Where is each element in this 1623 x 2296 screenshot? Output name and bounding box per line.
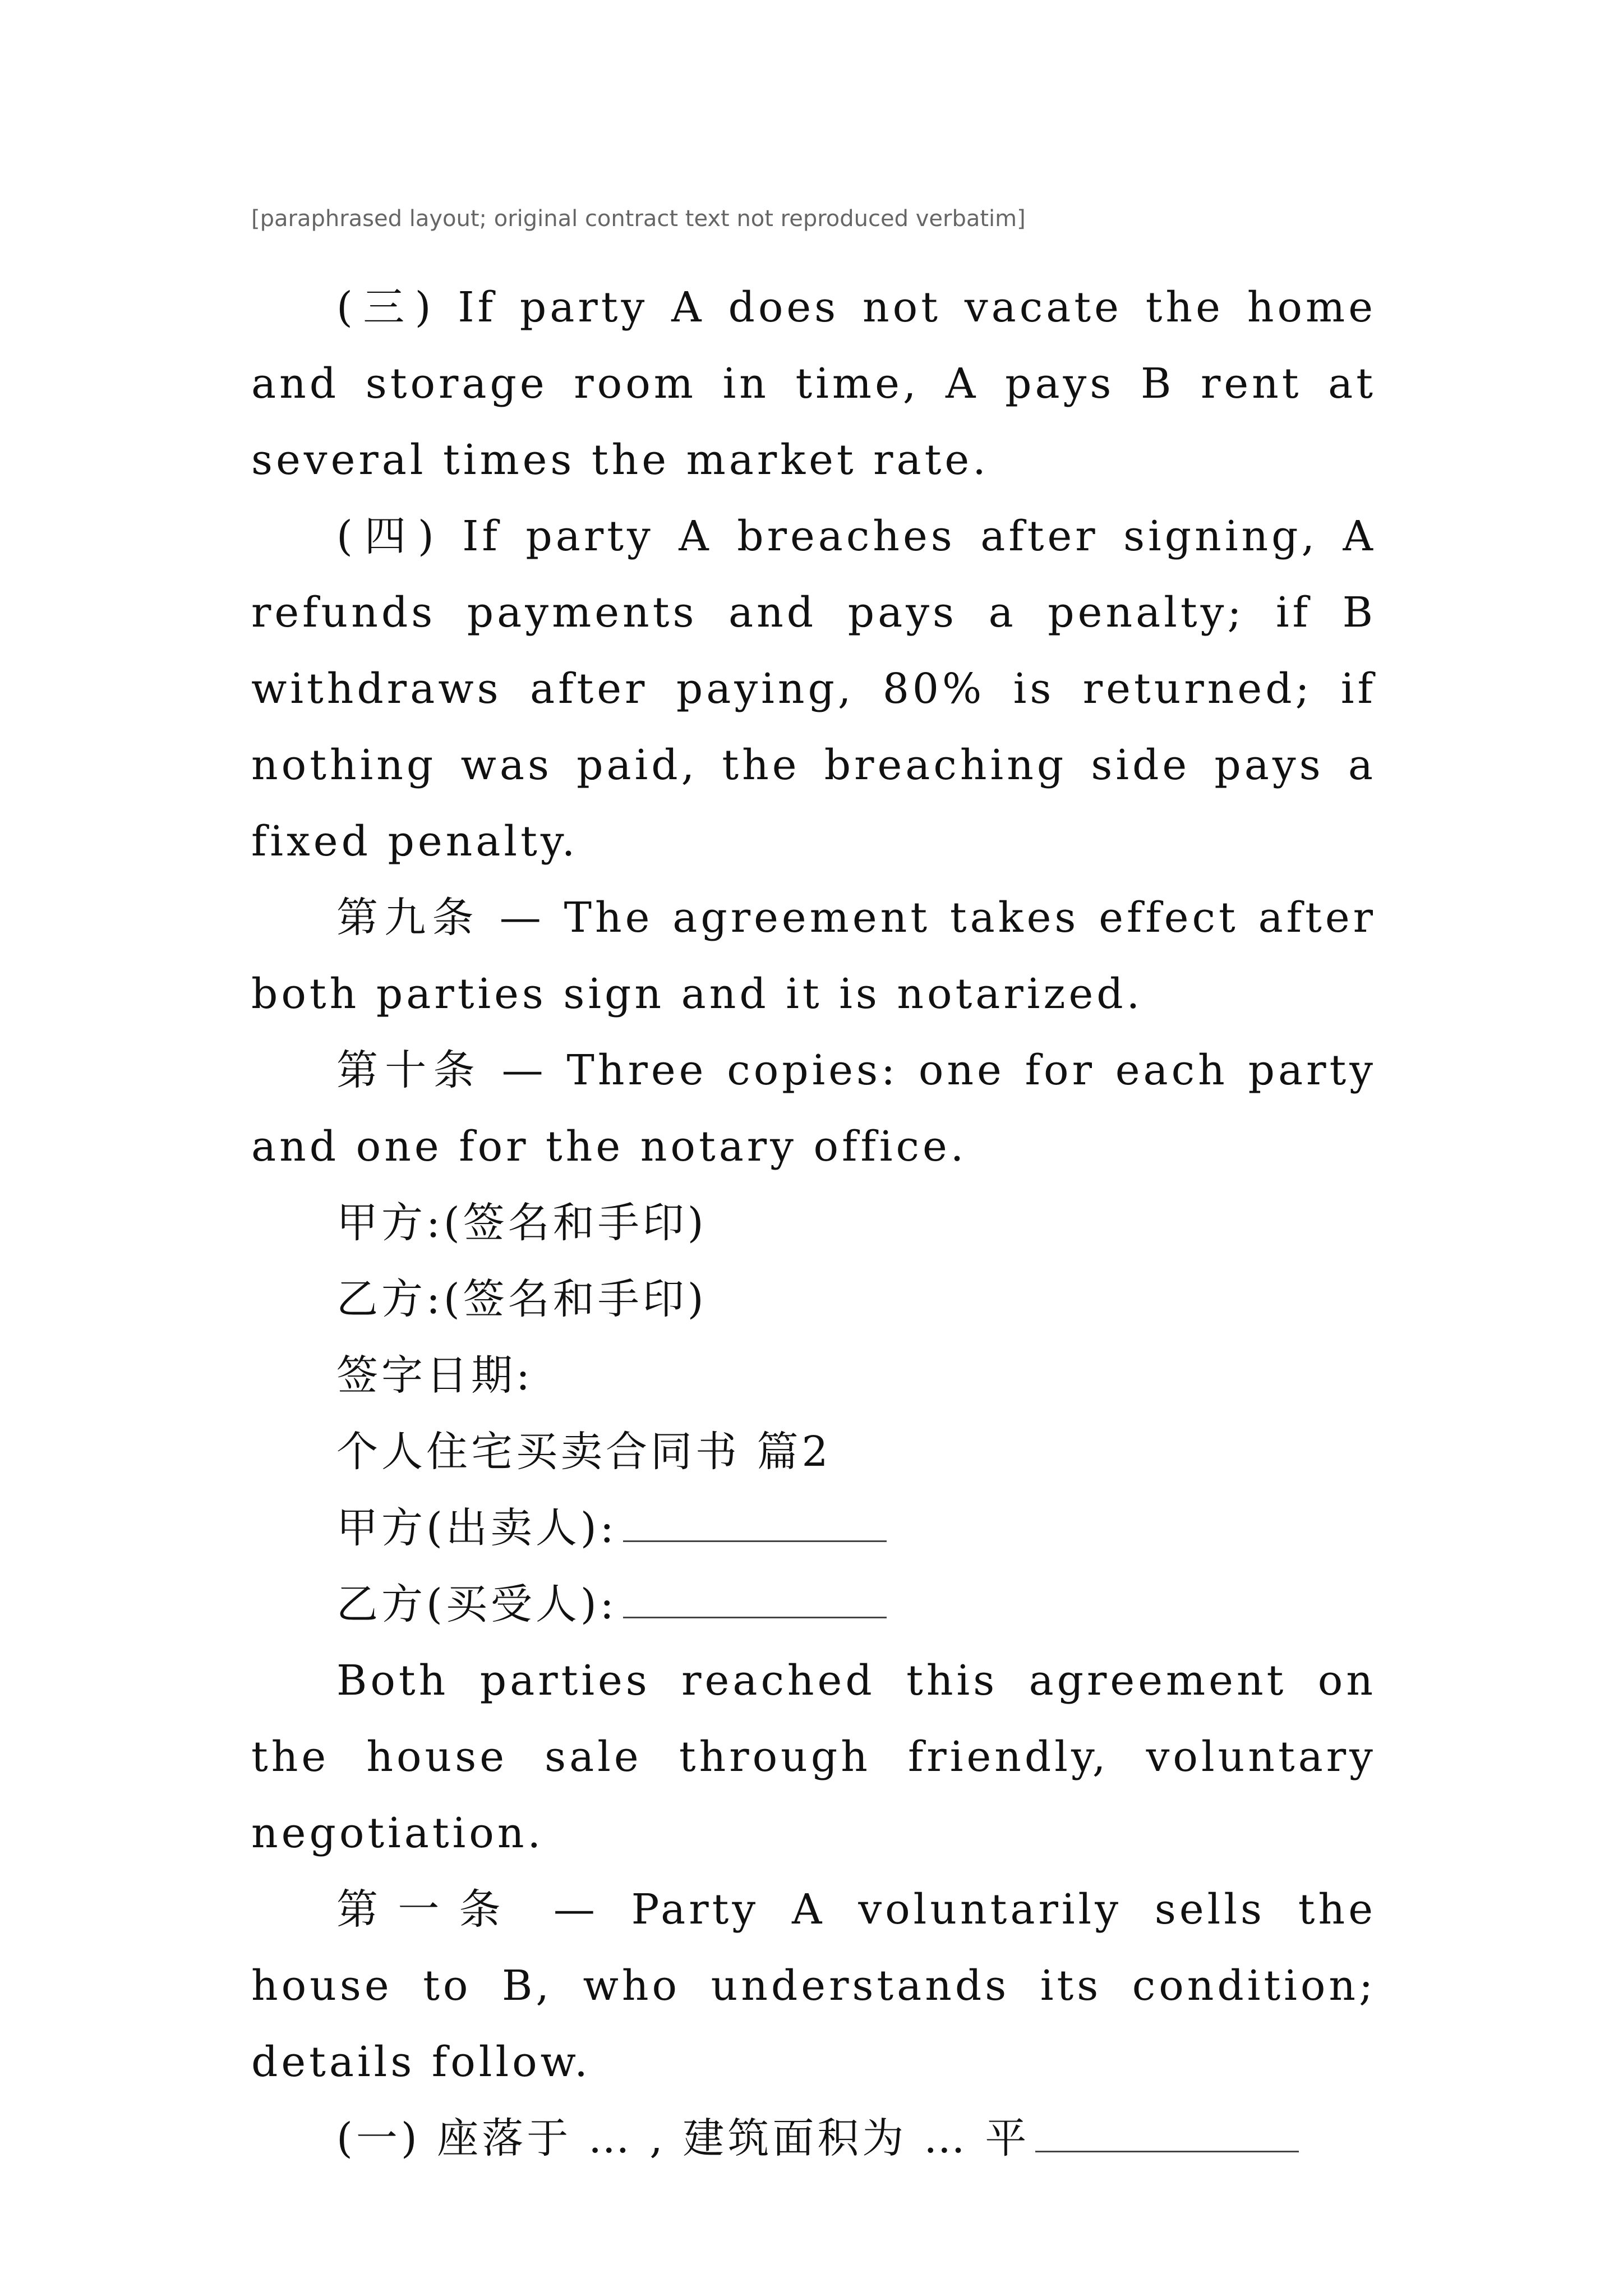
signature-label: 乙方:(签名和手印) bbox=[336, 1275, 707, 1323]
section-title: 个人住宅买卖合同书 篇2 bbox=[336, 1428, 832, 1476]
paragraph: 第一条 — Party A voluntarily sells the house to B, who understands its condition; details follow. bbox=[251, 1885, 1376, 2086]
area-blank[interactable] bbox=[1035, 2113, 1299, 2152]
date-label: 签字日期: bbox=[336, 1351, 533, 1400]
location-field bbox=[251, 2100, 1376, 2177]
paragraph: (三) If party A does not vacate the home and storage room in time, A pays B rent at several times the market rate. bbox=[251, 283, 1376, 484]
paragraph: (四) If party A breaches after signing, A refunds payments and pays a penalty; if B withdraws after paying, 80% is returned; if nothing was paid, the breaching side pays a fixed penalty. bbox=[251, 512, 1376, 866]
paragraph: 第十条 — Three copies: one for each party and one for the notary office. bbox=[251, 1046, 1376, 1171]
buyer-label: 乙方(买受人): bbox=[336, 1580, 617, 1628]
paragraph: 第九条 — The agreement takes effect after both parties sign and it is notarized. bbox=[251, 894, 1376, 1018]
location-text: (一) 座落于 … , 建筑面积为 … 平 bbox=[336, 2114, 1030, 2162]
seller-field bbox=[251, 1490, 1376, 1566]
render-note: [paraphrased layout; original contract text not reproduced verbatim] bbox=[251, 206, 1026, 232]
seller-blank[interactable] bbox=[623, 1503, 887, 1542]
buyer-blank[interactable] bbox=[623, 1579, 887, 1618]
seller-label: 甲方(出卖人): bbox=[336, 1504, 617, 1552]
paragraph: Both parties reached this agreement on the house sale through friendly, voluntary negotiation. bbox=[251, 1657, 1376, 1857]
signature-label: 甲方:(签名和手印) bbox=[336, 1199, 707, 1247]
buyer-field bbox=[251, 1566, 1376, 1642]
